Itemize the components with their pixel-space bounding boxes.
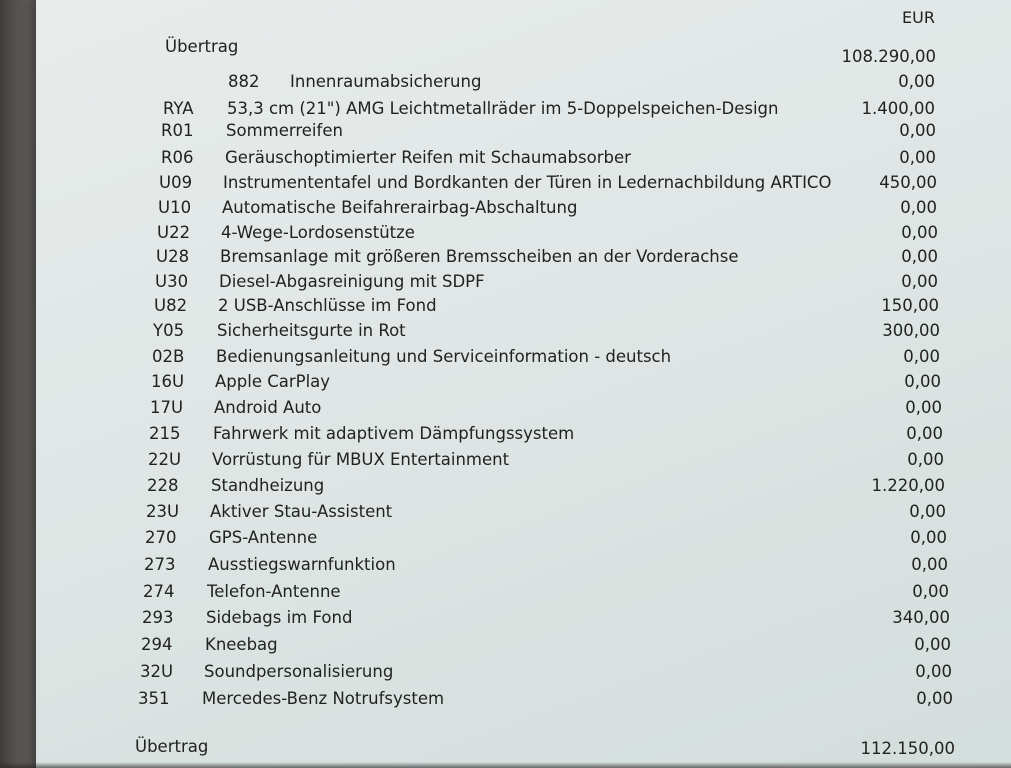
- option-description: Mercedes-Benz Notrufsystem: [202, 689, 445, 708]
- option-description: Diesel-Abgasreinigung mit SDPF: [219, 272, 485, 291]
- option-description: Automatische Beifahrerairbag-Abschaltung: [222, 198, 578, 217]
- option-code: 274: [143, 582, 175, 601]
- carry-over-top-amount: 108.290,00: [841, 47, 936, 66]
- option-row: [0, 689, 1011, 713]
- option-row: [0, 502, 1011, 526]
- option-description: Fahrwerk mit adaptivem Dämpfungssystem: [213, 424, 575, 443]
- option-code: 32U: [140, 662, 174, 681]
- option-row: [0, 476, 1011, 500]
- option-row: [0, 198, 1011, 222]
- carry-over-top-label: Übertrag: [165, 37, 239, 56]
- option-description: Standheizung: [211, 476, 325, 495]
- option-price: 0,00: [906, 424, 943, 443]
- option-price: 0,00: [909, 502, 946, 521]
- option-description: 4-Wege-Lordosenstütze: [221, 223, 415, 242]
- option-code: U09: [159, 173, 193, 192]
- option-row: [0, 173, 1011, 197]
- option-code: 23U: [146, 502, 180, 521]
- option-row: [0, 321, 1011, 345]
- option-code: U22: [157, 223, 191, 242]
- option-price: 0,00: [907, 450, 944, 469]
- option-price: 0,00: [901, 247, 938, 266]
- option-description: Instrumententafel und Bordkanten der Türen in Ledernachbildung ARTICO: [223, 173, 832, 192]
- option-price: 1.220,00: [871, 476, 945, 495]
- option-description: Apple CarPlay: [215, 372, 331, 391]
- option-code: U28: [156, 247, 190, 266]
- option-code: 273: [144, 555, 176, 574]
- option-code: 351: [138, 689, 170, 708]
- option-row: [0, 247, 1011, 271]
- option-row: [0, 347, 1011, 371]
- option-description: Soundpersonalisierung: [204, 662, 394, 681]
- option-row: [0, 662, 1011, 686]
- option-price: 450,00: [879, 173, 937, 192]
- option-row: [0, 635, 1011, 659]
- option-price: 0,00: [905, 398, 942, 417]
- option-description: Bremsanlage mit größeren Bremsscheiben an der Vorderachse: [220, 247, 739, 266]
- option-code: 294: [141, 635, 173, 654]
- option-row: [0, 223, 1011, 247]
- option-row: [0, 555, 1011, 579]
- option-description: 2 USB-Anschlüsse im Fond: [218, 296, 437, 315]
- option-price: 0,00: [900, 198, 937, 217]
- option-description: Telefon-Antenne: [207, 582, 341, 601]
- option-price: 0,00: [903, 347, 940, 366]
- option-description: Ausstiegswarnfunktion: [208, 555, 396, 574]
- option-row: [0, 372, 1011, 396]
- sheet-bottom-shadow: [0, 762, 1011, 768]
- option-code: R06: [161, 148, 194, 167]
- option-code: 215: [149, 424, 181, 443]
- option-description: Geräuschoptimierter Reifen mit Schaumabsorber: [225, 148, 631, 167]
- option-description: Vorrüstung für MBUX Entertainment: [212, 450, 510, 469]
- option-code: 270: [145, 528, 177, 547]
- option-price: 0,00: [901, 272, 938, 291]
- option-row: [0, 398, 1011, 422]
- option-row: [0, 424, 1011, 448]
- option-code: U82: [154, 296, 188, 315]
- option-code: 228: [147, 476, 179, 495]
- option-code: 22U: [148, 450, 182, 469]
- option-row: [0, 450, 1011, 474]
- option-price: 0,00: [910, 528, 947, 547]
- option-row: [0, 528, 1011, 552]
- option-code: Y05: [153, 321, 185, 340]
- option-code: U30: [155, 272, 189, 291]
- carry-over-bottom-label: Übertrag: [135, 737, 209, 756]
- option-code: 293: [142, 608, 174, 627]
- option-price: 0,00: [901, 223, 938, 242]
- option-price: 0,00: [916, 689, 953, 708]
- option-row: [0, 72, 1011, 96]
- option-description: Aktiver Stau-Assistent: [210, 502, 393, 521]
- option-price: 0,00: [914, 635, 951, 654]
- option-price: 150,00: [881, 296, 939, 315]
- option-code: 17U: [150, 398, 184, 417]
- option-description: Bedienungsanleitung und Serviceinformation - deutsch: [216, 347, 672, 366]
- option-description: Kneebag: [205, 635, 278, 654]
- option-description: GPS-Antenne: [209, 528, 318, 547]
- option-price: 340,00: [892, 608, 950, 627]
- option-row: [0, 608, 1011, 632]
- option-row: [0, 99, 1011, 123]
- option-price: 0,00: [915, 662, 952, 681]
- option-row: [0, 582, 1011, 606]
- option-price: 300,00: [882, 321, 940, 340]
- option-description: 53,3 cm (21") AMG Leichtmetallräder im 5-Doppelspeichen-Design: [227, 99, 779, 118]
- option-price: 1.400,00: [861, 99, 935, 118]
- option-description: Innenraumabsicherung: [290, 72, 482, 91]
- option-price: 0,00: [899, 121, 936, 140]
- option-price: 0,00: [912, 582, 949, 601]
- carry-over-bottom-amount: 112.150,00: [860, 739, 955, 758]
- option-description: Android Auto: [214, 398, 322, 417]
- currency-header: EUR: [902, 8, 935, 27]
- option-description: Sidebags im Fond: [206, 608, 353, 627]
- option-code: 02B: [152, 347, 185, 366]
- option-row: [0, 121, 1011, 145]
- option-code: RYA: [163, 99, 194, 118]
- option-description: Sommerreifen: [226, 121, 343, 140]
- option-code: R01: [161, 121, 194, 140]
- option-price: 0,00: [898, 72, 935, 91]
- option-code: 16U: [151, 372, 185, 391]
- option-price: 0,00: [904, 372, 941, 391]
- option-code: 882: [228, 72, 260, 91]
- option-price: 0,00: [911, 555, 948, 574]
- option-row: [0, 296, 1011, 320]
- option-description: Sicherheitsgurte in Rot: [217, 321, 406, 340]
- option-row: [0, 272, 1011, 296]
- option-code: U10: [158, 198, 192, 217]
- option-row: [0, 148, 1011, 172]
- option-price: 0,00: [899, 148, 936, 167]
